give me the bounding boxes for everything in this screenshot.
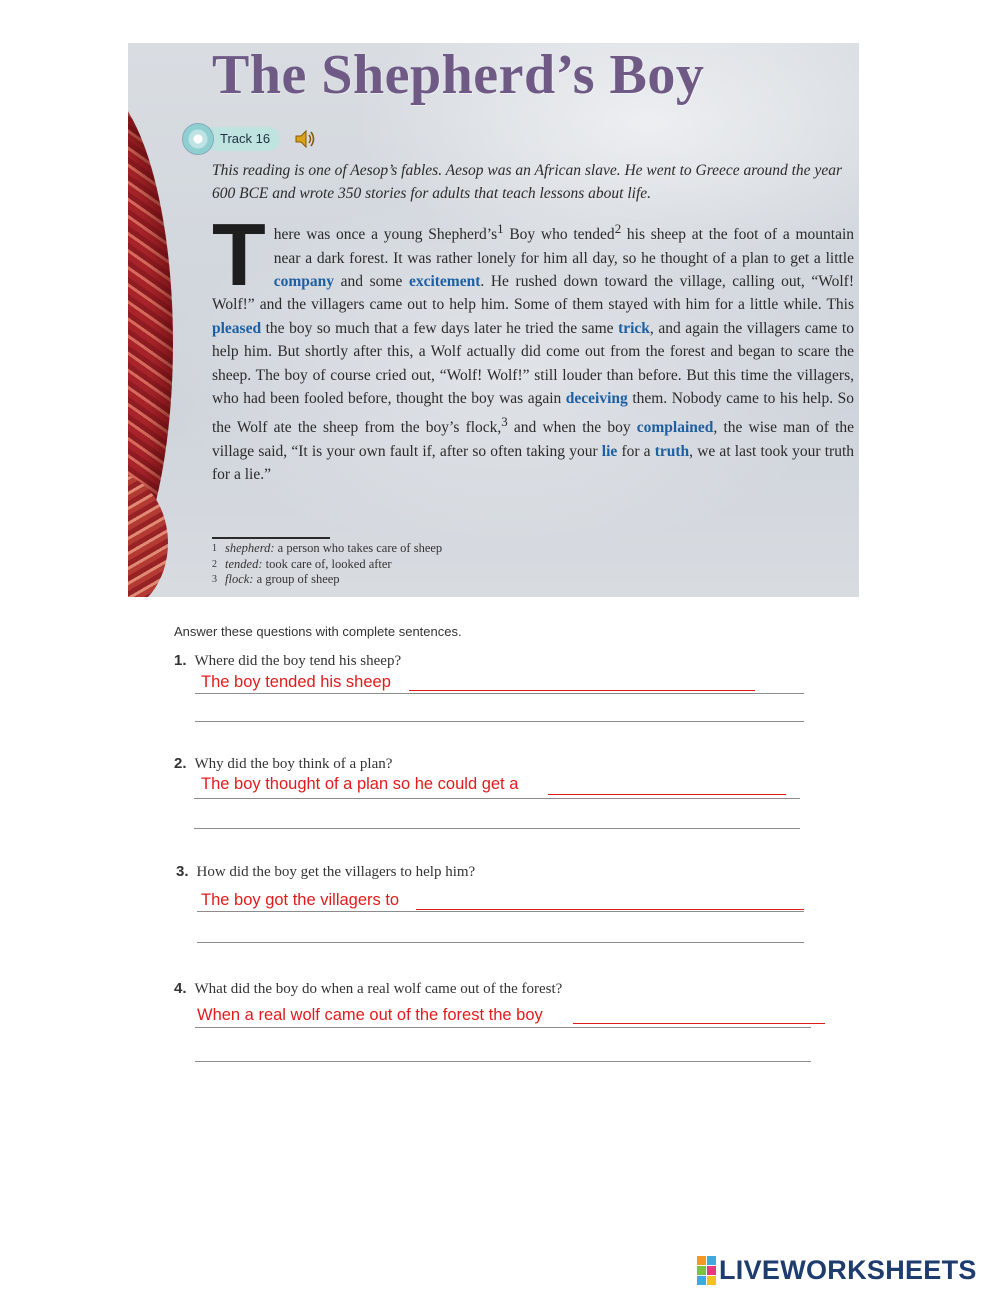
answer-1-blank[interactable]	[409, 690, 755, 691]
story-text: There was once a young $Shepherd’s^1$ Boy who tended$^2$ his sheep at the foot of a mountain near a dark forest. It was rather lonely for him all day, so he thought of a plan to get a little company and some excitement. He rushed down toward the village, calling out, “Wolf! Wolf!” and the villagers came out to help him. Some of them stayed with him for a little while. This pleased the boy so much that a few days later he tried the same trick, and again the villagers came to help him. But shortly after this, a Wolf actually did come out from the forest and began to scare the sheep. The boy of course cried out, “Wolf! Wolf!” still louder than before. But this time the villagers, who had been fooled before, thought the boy was again deceiving them. Nobody came to his help. So the Wolf ate the sheep from the boy’s flock,$^3$ and when the boy complained, the wise man of the village said, “It is your own fault if, after so often taking your lie for a truth, we at last took your truth for a lie.”	[212, 205, 855, 484]
question-1: 1. Where did the boy tend his sheep?	[174, 652, 402, 669]
vocab-word: trick	[618, 319, 650, 337]
question-3: 3. How did the boy get the villagers to help him?	[176, 863, 476, 880]
footnote-divider	[212, 537, 330, 539]
footnotes	[212, 541, 442, 588]
footnote-ref: 1	[497, 221, 504, 236]
answer-3-prompt: The boy got the villagers to	[201, 891, 400, 909]
footnote-item: 3 flock: a group of sheep	[212, 572, 340, 586]
vocab-word: complained	[636, 419, 714, 437]
speaker-icon[interactable]	[294, 128, 316, 150]
answer-3-blank[interactable]	[416, 909, 804, 910]
footnote-ref: 2	[614, 221, 622, 236]
vocab-word: pleased	[212, 319, 262, 337]
answer-2-prompt: The boy thought of a plan so he could get a	[201, 775, 519, 793]
cd-icon	[182, 123, 214, 155]
answer-3-line[interactable]	[197, 911, 804, 912]
answer-4-prompt: When a real wolf came out of the forest the boy	[197, 1006, 543, 1024]
scarf-fringe-image	[128, 473, 168, 597]
track-label: Track 16	[202, 127, 280, 151]
vocab-word: deceiving	[565, 390, 628, 407]
logo-blocks-icon	[697, 1256, 716, 1285]
answer-4-blank[interactable]	[573, 1023, 825, 1024]
vocab-word: company	[273, 272, 335, 290]
instructions: Answer these questions with complete sentences.	[174, 624, 462, 639]
footnote-item: 2 tended: took care of, looked after	[212, 556, 392, 571]
footnote-ref: 3	[501, 414, 508, 430]
reading-panel	[128, 43, 859, 597]
logo-text: LIVEWORKSHEETS	[719, 1254, 977, 1285]
answer-1-line-2[interactable]	[195, 721, 804, 722]
intro-text: This reading is one of Aesop’s fables. Aesop was an African slave. He went to Greece around the year 600 BCE and wrote 350 stories for adults that teach lessons about life.	[212, 162, 842, 202]
answer-1-prompt: The boy tended his sheep	[201, 673, 391, 691]
answer-2-blank[interactable]	[548, 794, 786, 795]
question-2: 2. Why did the boy think of a plan?	[174, 755, 393, 772]
answer-3-line-2[interactable]	[197, 942, 804, 943]
vocab-word: truth	[654, 442, 690, 460]
answer-2-line-2[interactable]	[194, 828, 800, 829]
dropcap: T	[212, 205, 266, 304]
answer-2-line[interactable]	[194, 798, 800, 799]
question-4: 4. What did the boy do when a real wolf came out of the forest?	[174, 980, 563, 997]
vocab-word: lie	[601, 442, 618, 460]
liveworksheets-logo	[697, 1255, 977, 1285]
reading-title: The Shepherd’s Boy	[212, 44, 705, 106]
answer-4-line[interactable]	[195, 1027, 811, 1028]
vocab-word: excitement	[408, 272, 481, 290]
answer-4-line-2[interactable]	[195, 1061, 811, 1062]
answer-1-line[interactable]	[195, 693, 804, 694]
footnote-item: 1 shepherd: a person who takes care of sheep	[212, 541, 443, 555]
audio-track[interactable]	[182, 123, 316, 155]
